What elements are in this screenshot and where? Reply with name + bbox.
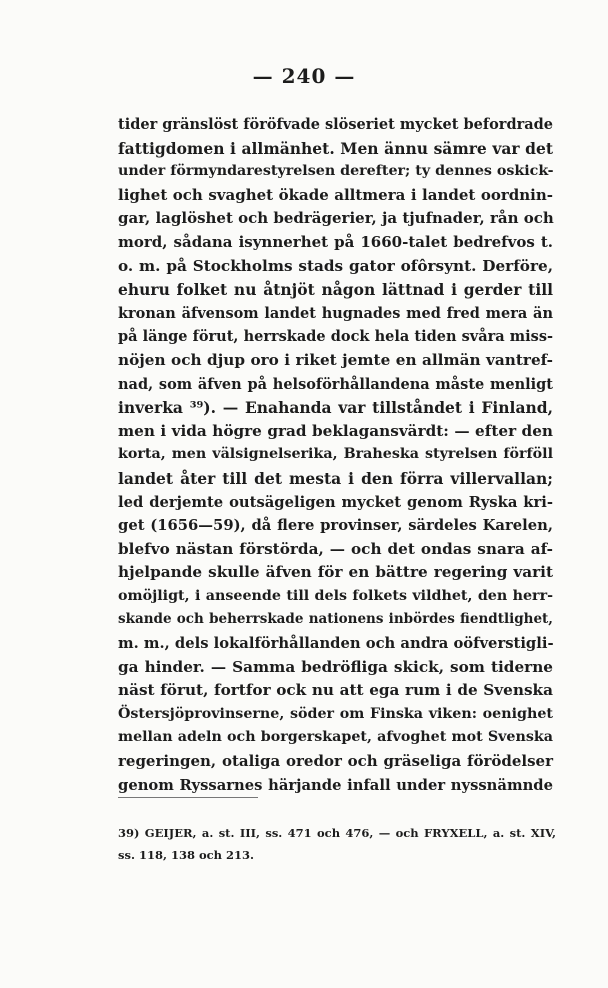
text-line: get (1656—59), då flere provinser, särdeles Karelen, [118, 517, 553, 535]
text-line: omöjligt, i anseende till dels folkets vildhet, den herr- [118, 587, 553, 604]
footnote [118, 822, 556, 866]
text-line: mellan adeln och borgerskapet, afvoghet mot Svenska [118, 729, 553, 746]
footnote-line: ss. 118, 138 och 213. [118, 848, 255, 862]
text-line: landet åter till det mesta i den förra villervallan; [118, 468, 553, 488]
text-line: fattigdomen i allmänhet. Men ännu sämre var det [118, 138, 553, 158]
text-line: inverka ³⁹). — Enahanda var tillståndet i Finland, [118, 398, 553, 418]
text-line: skande och beherrskade nationens inbördes fiendtlighet, [118, 611, 553, 628]
text-line: o. m. på Stockholms stads gator ofôrsynt. Derföre, [118, 256, 553, 275]
body-text [118, 113, 553, 797]
text-line: Östersjöprovinserne, söder om Finska viken: oenighet [118, 705, 553, 722]
footnote-divider [118, 797, 258, 798]
text-line: ga hinder. — Samma bedröfliga skick, som tiderne [118, 657, 553, 676]
text-line: lighet och svaghet ökade alltmera i landet oordnin- [118, 185, 553, 204]
text-line: ehuru folket nu åtnjöt någon lättnad i gerder till [118, 280, 553, 300]
text-line: nad, som äfven på helsoförhållandena måste menligt [118, 375, 553, 393]
text-line: m. m., dels lokalförhållanden och andra oöfverstigli- [118, 635, 554, 653]
footnote-line: 39) GEIJER, a. st. III, ss. 471 och 476, — och FRYXELL, a. st. XIV, [118, 826, 556, 840]
text-line: led derjemte outsägeligen mycket genom Ryska kri- [118, 493, 553, 511]
text-line: hjelpande skulle äfven för en bättre regering varit [118, 563, 553, 582]
text-line: under förmyndarestyrelsen derefter; ty dennes oskick- [118, 163, 554, 180]
text-line: korta, men välsignelserika, Braheska styrelsen förföll [118, 446, 553, 463]
text-line: blefvo nästan förstörda, — och det ondas snara af- [118, 539, 553, 558]
page-number: — 240 — [252, 64, 356, 88]
text-line: på länge förut, herrskade dock hela tiden svåra miss- [118, 328, 553, 346]
text-line: regeringen, otaliga oredor och gräseliga förödelser [118, 752, 553, 771]
text-line: kronan äfvensom landet hugnades med fred mera än [118, 304, 553, 322]
text-line: mord, sådana isynnerhet på 1660-talet bedrefvos t. [118, 232, 553, 251]
text-line: genom Ryssarnes härjande infall under nyssnämnde [118, 776, 553, 794]
text-line: näst förut, fortfor ock nu att ega rum i de Svenska [118, 681, 553, 700]
text-line: men i vida högre grad beklagansvärdt: — efter den [118, 421, 553, 440]
text-line: gar, laglöshet och bedrägerier, ja tjufnader, rån och [118, 209, 554, 228]
text-line: nöjen och djup oro i riket jemte en allmän vantref- [118, 350, 553, 369]
text-line: tider gränslöst föröfvade slöseriet mycket befordrade [118, 116, 553, 133]
